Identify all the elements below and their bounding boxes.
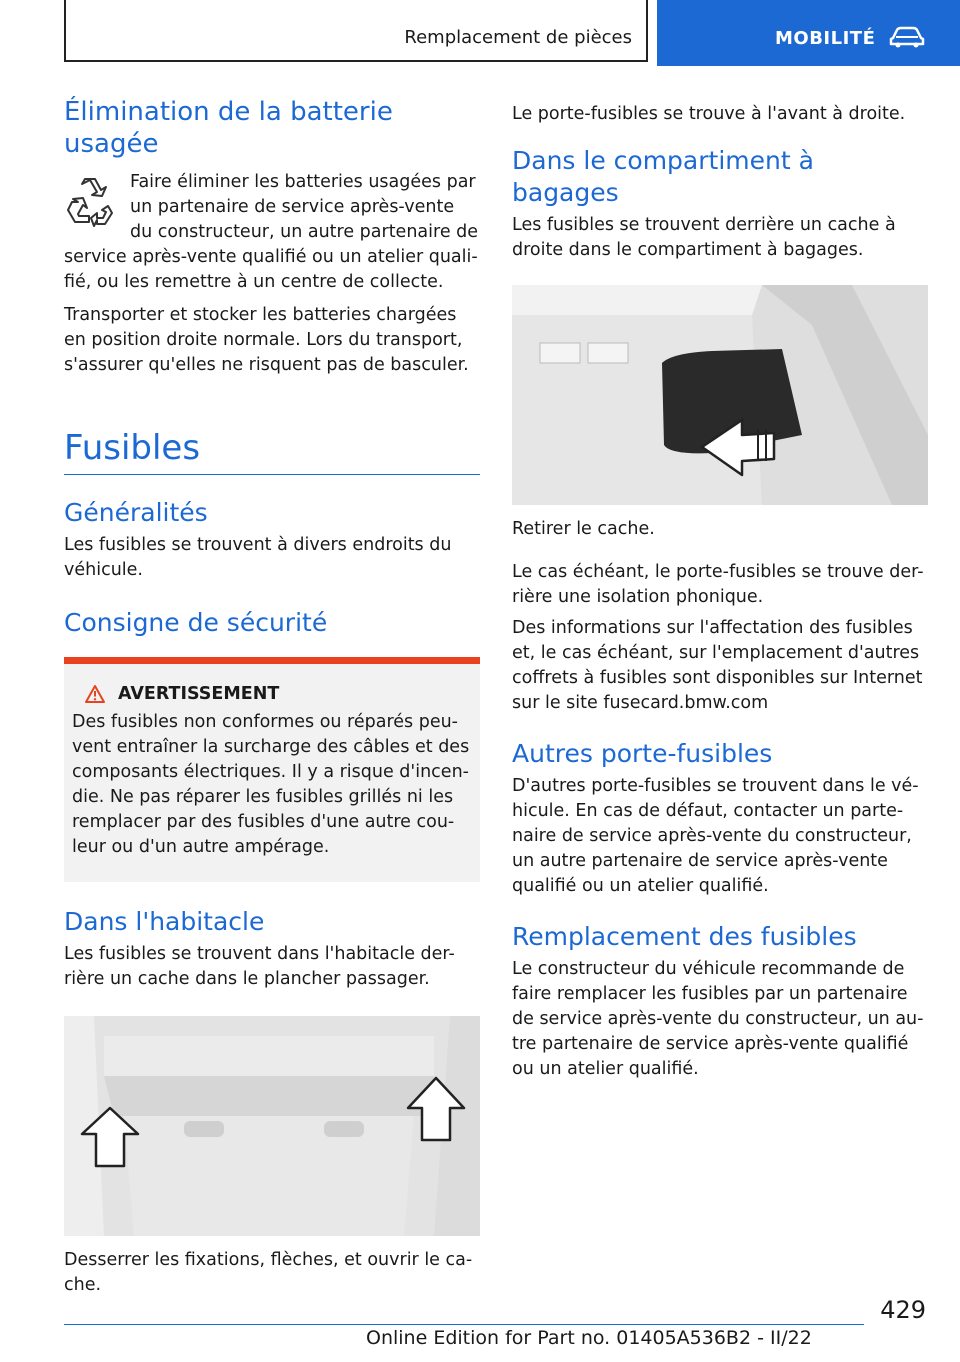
warning-triangle-icon [84,684,106,704]
recycle-icon [64,176,116,228]
general-heading: Généralités [64,498,208,527]
other-heading: Autres porte-fusibles [512,739,773,768]
trunk-caption: Retirer le cache. [512,519,655,539]
cabin-photo [64,1016,480,1236]
cabin-paragraph: Les fusibles se trouvent dans l'habitacle der-rière un cache dans le plancher passager. [64,944,455,989]
trunk-heading: Dans le compartiment à bagages [512,146,814,207]
chapter-title: MOBILITÉ [775,28,876,49]
front-paragraph: Le porte-fusibles se trouve à l'avant à droite. [512,104,906,124]
replace-heading: Remplacement des fusibles [512,922,857,951]
cabin-photo-illustration [64,1016,480,1236]
battery-paragraph-2: Transporter et stocker les batteries chargées en position droite normale. Lors du transport, s'assurer qu'elles ne risquent pas de basculer. [64,305,469,375]
replace-paragraph: Le constructeur du véhicule recommande de faire remplacer les fusibles par un partenaire de service après-vente du constructeur, un au-tre partenaire de service après-vente qualifié ou un atelier qualifié. [512,959,924,1079]
warning-header [72,684,472,704]
right-column [512,96,928,1082]
fuses-heading-rule [64,474,480,475]
trunk-photo-illustration [512,285,928,505]
page-number: 429 [880,1296,926,1324]
trunk-paragraph-3: Des informations sur l'affectation des fusibles et, le cas échéant, sur l'emplacement d'autres coffrets à fusibles sont disponibles sur Internet sur le site fusecard.bmw.com [512,618,923,713]
general-paragraph: Les fusibles se trouvent à divers endroits du véhicule. [64,535,452,580]
cabin-caption: Desserrer les fixations, flèches, et ouvrir le ca-che. [64,1250,473,1295]
car-icon [889,26,925,48]
warning-text: Des fusibles non conformes ou réparés peu-vent entraîner la surcharge des câbles et des composants électriques. Il y a risque d'incen-die. Ne pas réparer les fusibles grillés ni les remplacer par des fusibles d'une autre cou-leur ou d'un autre ampérage. [72,712,470,857]
section-header-box [64,0,648,62]
battery-paragraph-1: Faire éliminer les batteries usagées par un partenaire de service après-vente du constructeur, un autre partenaire de service après-vente qualifié ou un atelier quali-fié, ou les remettre à un centre de collecte. [64,172,479,292]
trunk-photo [512,285,928,505]
chapter-tab[interactable] [657,0,960,66]
battery-block [64,170,480,295]
fuses-heading: Fusibles [64,428,201,468]
cabin-heading: Dans l'habitacle [64,907,265,936]
trunk-paragraph: Les fusibles se trouvent derrière un cache à droite dans le compartiment à bagages. [512,215,896,260]
trunk-paragraph-2: Le cas échéant, le porte-fusibles se trouve der-rière une isolation phonique. [512,562,924,607]
footer-edition: Online Edition for Part no. 01405A536B2 - II/22 [366,1327,812,1349]
other-paragraph: D'autres porte-fusibles se trouvent dans le vé-hicule. En cas de défaut, contacter un parte-naire de service après-vente du constructeur, un autre partenaire de service après-vente qualifié ou un atelier qualifié. [512,776,919,896]
battery-heading: Élimination de la batterie usagée [64,97,393,159]
section-title: Remplacement de pièces [404,27,632,48]
footer-rule [64,1324,864,1325]
warning-box [64,657,480,882]
safety-heading: Consigne de sécurité [64,608,328,637]
warning-title: AVERTISSEMENT [118,684,280,704]
page-header [0,0,960,66]
left-column [64,96,480,1298]
